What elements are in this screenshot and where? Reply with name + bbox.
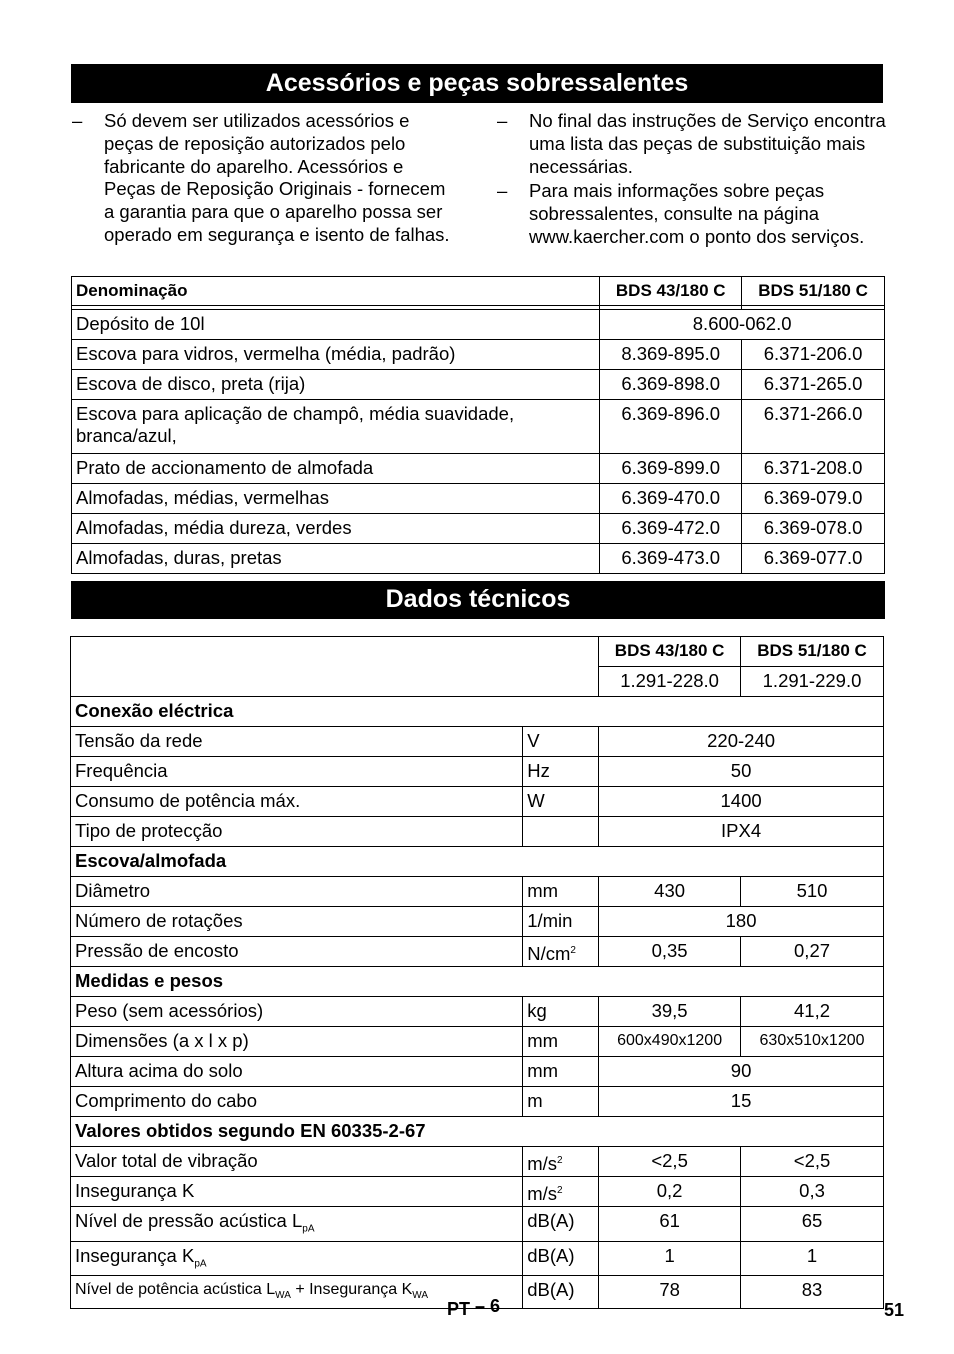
part-number: 6.371-206.0: [742, 340, 885, 370]
spec-value: 510: [741, 877, 884, 907]
note-dash: –: [497, 180, 508, 202]
spec-value: 78: [599, 1276, 741, 1308]
note-item: [72, 110, 457, 247]
note-text: Só devem ser utilizados acessórios e peças de reposição autorizados pelo fabricante do aparelho. Acessórios e Peças de Reposição Originais - fornecem a garantia para que o aparelho possa ser operado em segurança e isento de falhas.: [104, 110, 450, 245]
part-number: 8.600-062.0: [600, 310, 885, 340]
section-row: [71, 1117, 884, 1147]
spec-unit: $m/s^2$: [523, 1177, 599, 1207]
spec-label: Nível de potência acústica $L_{WA}$ + Insegurança $K_{WA}$: [71, 1276, 523, 1308]
spec-row: [71, 1241, 884, 1276]
spec-value: 0,35: [599, 937, 741, 967]
spec-value: 83: [741, 1276, 884, 1308]
part-name: Escova de disco, preta (rija): [72, 370, 600, 400]
spec-label: Altura acima do solo: [71, 1057, 523, 1087]
section-title: Valores obtidos segundo EN 60335-2-67: [71, 1117, 884, 1147]
column-header: BDS 43/180 C: [600, 277, 742, 306]
spec-unit: m: [523, 1087, 599, 1117]
part-number: 6.369-470.0: [600, 484, 742, 514]
spec-unit: Hz: [523, 757, 599, 787]
spec-value: 1: [741, 1241, 884, 1276]
part-number: 6.371-208.0: [742, 454, 885, 484]
spec-label: Pressão de encosto: [71, 937, 523, 967]
spec-row: [71, 757, 884, 787]
spec-label: Peso (sem acessórios): [71, 997, 523, 1027]
label-subscript: WA: [275, 1290, 291, 1302]
spec-row: [71, 997, 884, 1027]
spec-row: [71, 787, 884, 817]
spec-row: [71, 1027, 884, 1057]
spec-unit: dB(A): [523, 1241, 599, 1276]
spec-value: 90: [599, 1057, 884, 1087]
spec-label: Diâmetro: [71, 877, 523, 907]
table-row: [72, 544, 885, 574]
spec-row: [71, 1207, 884, 1242]
technical-data-heading: Dados técnicos: [71, 581, 885, 619]
note-item: [497, 180, 889, 248]
accessories-notes-left: [72, 110, 457, 249]
table-row: [72, 370, 885, 400]
spec-row: [71, 1057, 884, 1087]
spec-row: [71, 907, 884, 937]
table-row: [72, 340, 885, 370]
spec-unit: kg: [523, 997, 599, 1027]
note-item: [497, 110, 889, 178]
spec-value: IPX4: [599, 817, 884, 847]
spec-value: 0,2: [599, 1177, 741, 1207]
part-name: Escova para aplicação de champô, média suavidade, branca/azul,: [72, 400, 600, 454]
table-row: [72, 454, 885, 484]
spec-value: 430: [599, 877, 741, 907]
model-header: BDS 43/180 C: [599, 637, 741, 667]
spec-value: 180: [599, 907, 884, 937]
spec-row: [71, 877, 884, 907]
accessories-heading: Acessórios e peças sobressalentes: [71, 64, 883, 103]
part-number: 6.369-078.0: [742, 514, 885, 544]
unit-superscript: 2: [570, 945, 576, 956]
spec-row: [71, 937, 884, 967]
table-row: [72, 514, 885, 544]
part-number: 6.371-266.0: [742, 400, 885, 454]
note-text: Para mais informações sobre peças sobressalentes, consulte na página www.kaercher.com o ponto dos serviços.: [529, 180, 865, 247]
model-part-number: 1.291-229.0: [741, 667, 884, 697]
spec-unit: dB(A): [523, 1207, 599, 1242]
label-subscript: pA: [302, 1223, 315, 1235]
footer-section-label: PT – 6: [447, 1296, 501, 1319]
spec-label: Comprimento do cabo: [71, 1087, 523, 1117]
spec-value: 50: [599, 757, 884, 787]
spec-unit: W: [523, 787, 599, 817]
column-header: Denominação: [72, 277, 600, 306]
footer-page-number: 51: [884, 1300, 905, 1320]
spec-value: 630x510x1200: [741, 1027, 884, 1057]
note-text: No final das instruções de Serviço encontra uma lista das peças de substituição mais necessárias.: [529, 110, 886, 177]
part-number: 6.369-472.0: [600, 514, 742, 544]
label-subscript: pA: [194, 1258, 207, 1270]
model-part-number: 1.291-228.0: [599, 667, 741, 697]
part-number: 8.369-895.0: [600, 340, 742, 370]
part-name: Almofadas, duras, pretas: [72, 544, 600, 574]
spec-unit: mm: [523, 1027, 599, 1057]
spec-value: 0,3: [741, 1177, 884, 1207]
spec-label: Insegurança $K_{pA}$: [71, 1241, 523, 1276]
part-number: 6.369-896.0: [600, 400, 742, 454]
spec-label: Frequência: [71, 757, 523, 787]
spec-row: [71, 1147, 884, 1177]
spec-label: Nível de pressão acústica $L_{pA}$: [71, 1207, 523, 1242]
model-header: BDS 51/180 C: [741, 637, 884, 667]
column-header: BDS 51/180 C: [742, 277, 885, 306]
blank-cell: [71, 637, 599, 697]
part-number: 6.369-077.0: [742, 544, 885, 574]
label-subscript: WA: [412, 1290, 429, 1302]
spec-label: Dimensões (a x l x p): [71, 1027, 523, 1057]
spec-value: 15: [599, 1087, 884, 1117]
accessories-table: [71, 276, 885, 574]
unit-superscript: 2: [557, 1155, 563, 1166]
spec-value: 65: [741, 1207, 884, 1242]
model-header-row: [71, 637, 884, 667]
technical-data-table: [70, 636, 884, 1309]
part-name: Prato de accionamento de almofada: [72, 454, 600, 484]
spec-value: <2,5: [599, 1147, 741, 1177]
unit-superscript: 2: [557, 1185, 563, 1196]
spec-value: 1400: [599, 787, 884, 817]
section-row: [71, 697, 884, 727]
spec-unit: 1/min: [523, 907, 599, 937]
spec-row: [71, 817, 884, 847]
spec-value: 0,27: [741, 937, 884, 967]
spec-row: [71, 1087, 884, 1117]
spec-unit: mm: [523, 877, 599, 907]
part-name: Escova para vidros, vermelha (média, padrão): [72, 340, 600, 370]
spec-value: 61: [599, 1207, 741, 1242]
part-number: 6.369-079.0: [742, 484, 885, 514]
spec-unit: [523, 817, 599, 847]
table-row: [72, 484, 885, 514]
spec-label: Consumo de potência máx.: [71, 787, 523, 817]
section-title: Medidas e pesos: [71, 967, 884, 997]
part-number: 6.369-898.0: [600, 370, 742, 400]
table-row: [72, 400, 885, 454]
part-name: Almofadas, médias, vermelhas: [72, 484, 600, 514]
spec-unit: dB(A): [523, 1276, 599, 1308]
part-name: Depósito de 10l: [72, 310, 600, 340]
spec-label: Número de rotações: [71, 907, 523, 937]
spec-value: 220-240: [599, 727, 884, 757]
accessories-notes-right: [497, 110, 889, 251]
spec-row: [71, 1177, 884, 1207]
spec-value: 600x490x1200: [599, 1027, 741, 1057]
part-number: 6.369-899.0: [600, 454, 742, 484]
spec-unit: mm: [523, 1057, 599, 1087]
note-dash: –: [72, 110, 83, 131]
spec-label: Tensão da rede: [71, 727, 523, 757]
spec-unit: $N/cm^2$: [523, 937, 599, 967]
table-header-row: [72, 277, 885, 306]
section-row: [71, 847, 884, 877]
spec-label: Tipo de protecção: [71, 817, 523, 847]
table-row: [72, 310, 885, 340]
section-row: [71, 967, 884, 997]
part-number: 6.369-473.0: [600, 544, 742, 574]
section-title: Conexão eléctrica: [71, 697, 884, 727]
spec-unit: V: [523, 727, 599, 757]
part-number: 6.371-265.0: [742, 370, 885, 400]
spec-value: <2,5: [741, 1147, 884, 1177]
spec-label: Insegurança K: [71, 1177, 523, 1207]
note-dash: –: [497, 110, 508, 131]
part-name: Almofadas, média dureza, verdes: [72, 514, 600, 544]
spec-value: 39,5: [599, 997, 741, 1027]
spec-value: 41,2: [741, 997, 884, 1027]
spec-row: [71, 727, 884, 757]
spec-label: Valor total de vibração: [71, 1147, 523, 1177]
spec-value: 1: [599, 1241, 741, 1276]
section-title: Escova/almofada: [71, 847, 884, 877]
spec-unit: $m/s^2$: [523, 1147, 599, 1177]
